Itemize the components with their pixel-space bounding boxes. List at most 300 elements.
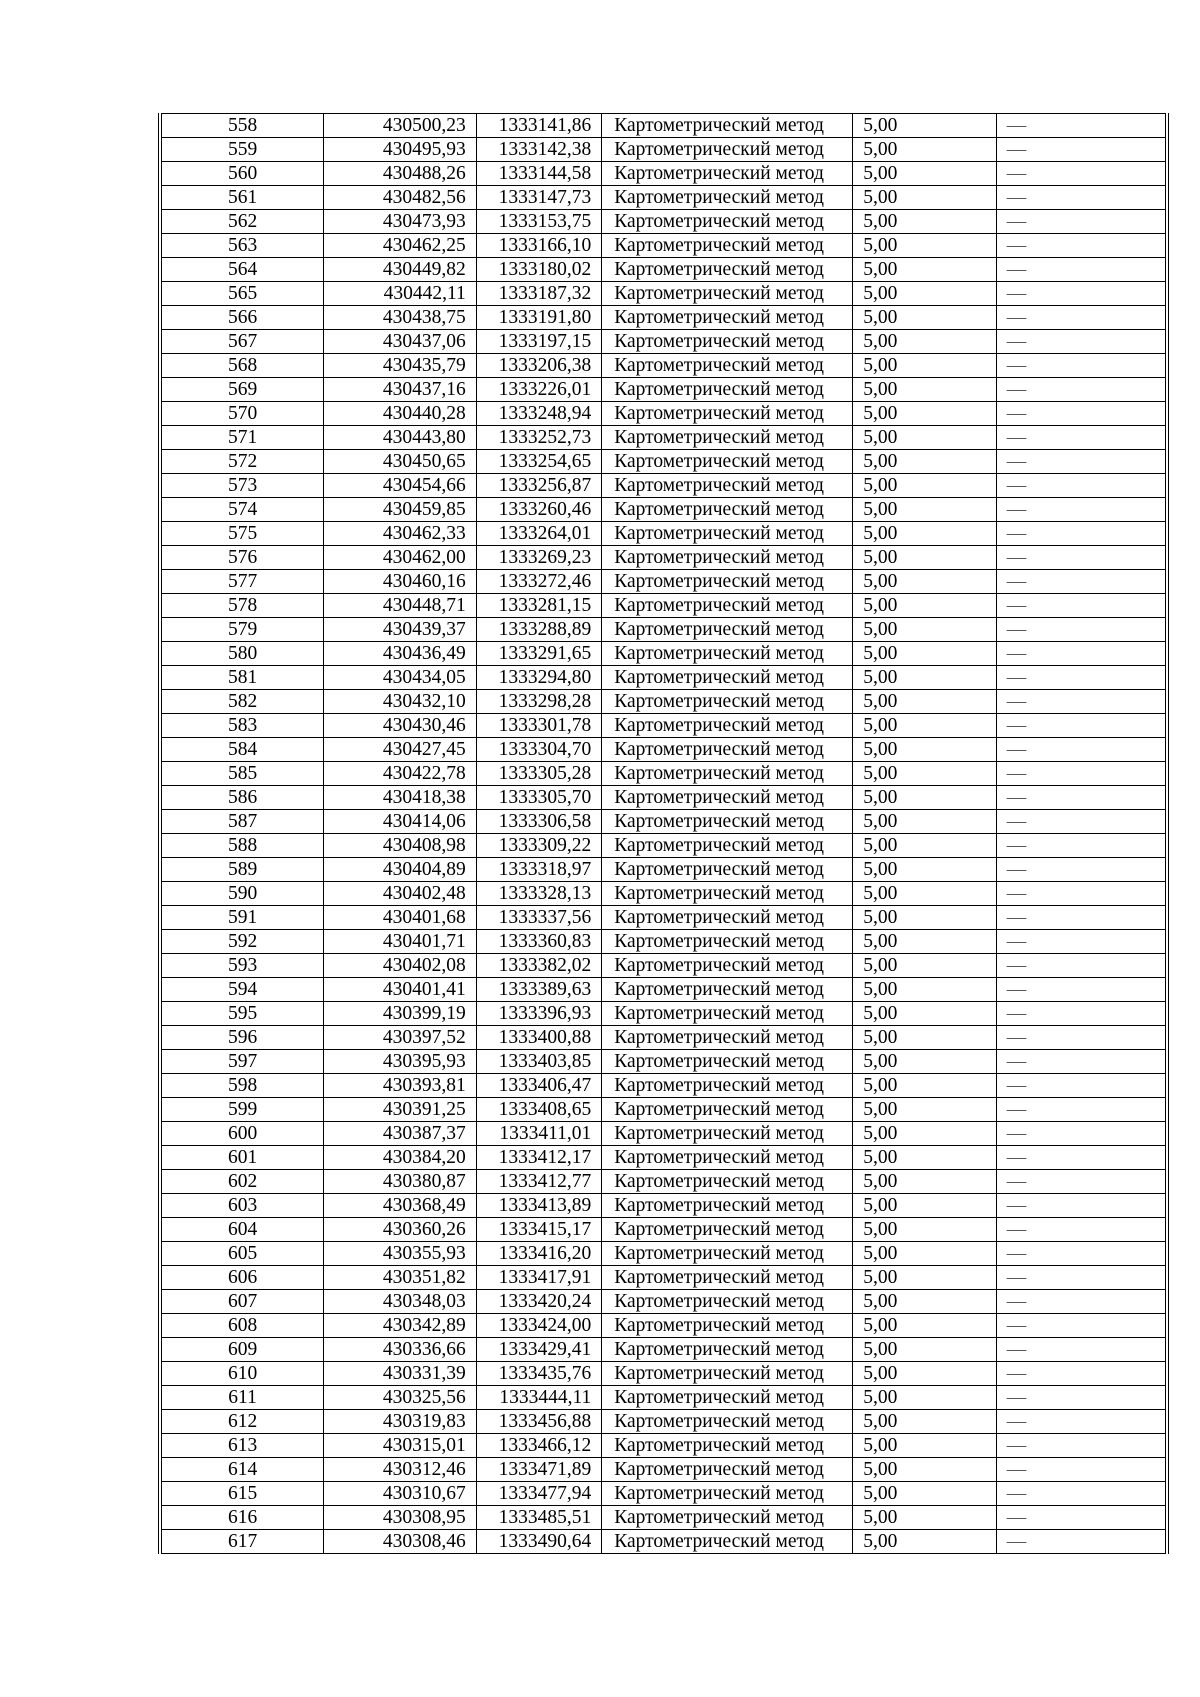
method-cell: Картометрический метод [602,810,853,834]
x-coordinate-cell: 430462,25 [324,234,477,258]
method-cell: Картометрический метод [602,186,853,210]
accuracy-cell: 5,00 [853,378,997,402]
method-cell: Картометрический метод [602,1218,853,1242]
y-coordinate-cell: 1333403,85 [476,1050,601,1074]
table-row [160,978,1167,1002]
point-number-cell: 615 [160,1482,324,1506]
table-row [160,954,1167,978]
accuracy-cell: 5,00 [853,1290,997,1314]
note-cell: — [996,402,1167,426]
method-cell: Картометрический метод [602,1266,853,1290]
point-number-cell: 606 [160,1266,324,1290]
method-cell: Картометрический метод [602,882,853,906]
y-coordinate-cell: 1333304,70 [476,738,601,762]
x-coordinate-cell: 430440,28 [324,402,477,426]
accuracy-cell: 5,00 [853,210,997,234]
table-row [160,402,1167,426]
method-cell: Картометрический метод [602,498,853,522]
note-cell: — [996,1122,1167,1146]
y-coordinate-cell: 1333490,64 [476,1530,601,1554]
y-coordinate-cell: 1333291,65 [476,642,601,666]
note-cell: — [996,714,1167,738]
note-cell: — [996,354,1167,378]
y-coordinate-cell: 1333456,88 [476,1410,601,1434]
table-row [160,138,1167,162]
y-coordinate-cell: 1333429,41 [476,1338,601,1362]
method-cell: Картометрический метод [602,426,853,450]
table-row [160,1314,1167,1338]
point-number-cell: 612 [160,1410,324,1434]
y-coordinate-cell: 1333444,11 [476,1386,601,1410]
method-cell: Картометрический метод [602,1482,853,1506]
note-cell: — [996,1002,1167,1026]
point-number-cell: 589 [160,858,324,882]
x-coordinate-cell: 430473,93 [324,210,477,234]
accuracy-cell: 5,00 [853,858,997,882]
point-number-cell: 583 [160,714,324,738]
table-row [160,1386,1167,1410]
point-number-cell: 609 [160,1338,324,1362]
table-row [160,1218,1167,1242]
method-cell: Картометрический метод [602,1146,853,1170]
y-coordinate-cell: 1333408,65 [476,1098,601,1122]
method-cell: Картометрический метод [602,234,853,258]
method-cell: Картометрический метод [602,1530,853,1554]
method-cell: Картометрический метод [602,210,853,234]
y-coordinate-cell: 1333485,51 [476,1506,601,1530]
table-row [160,858,1167,882]
note-cell: — [996,1362,1167,1386]
table-row [160,306,1167,330]
y-coordinate-cell: 1333415,17 [476,1218,601,1242]
note-cell: — [996,978,1167,1002]
y-coordinate-cell: 1333309,22 [476,834,601,858]
accuracy-cell: 5,00 [853,1386,997,1410]
method-cell: Картометрический метод [602,354,853,378]
method-cell: Картометрический метод [602,1170,853,1194]
table-row [160,1050,1167,1074]
accuracy-cell: 5,00 [853,1242,997,1266]
x-coordinate-cell: 430342,89 [324,1314,477,1338]
y-coordinate-cell: 1333272,46 [476,570,601,594]
note-cell: — [996,1146,1167,1170]
point-number-cell: 607 [160,1290,324,1314]
note-cell: — [996,1290,1167,1314]
note-cell: — [996,1098,1167,1122]
point-number-cell: 572 [160,450,324,474]
note-cell: — [996,690,1167,714]
y-coordinate-cell: 1333417,91 [476,1266,601,1290]
point-number-cell: 597 [160,1050,324,1074]
note-cell: — [996,930,1167,954]
accuracy-cell: 5,00 [853,1410,997,1434]
method-cell: Картометрический метод [602,1434,853,1458]
y-coordinate-cell: 1333301,78 [476,714,601,738]
table-row [160,1266,1167,1290]
y-coordinate-cell: 1333411,01 [476,1122,601,1146]
y-coordinate-cell: 1333471,89 [476,1458,601,1482]
note-cell: — [996,546,1167,570]
point-number-cell: 569 [160,378,324,402]
table-row [160,930,1167,954]
method-cell: Картометрический метод [602,618,853,642]
accuracy-cell: 5,00 [853,570,997,594]
x-coordinate-cell: 430336,66 [324,1338,477,1362]
x-coordinate-cell: 430438,75 [324,306,477,330]
table-row [160,762,1167,786]
y-coordinate-cell: 1333269,23 [476,546,601,570]
note-cell: — [996,282,1167,306]
point-number-cell: 568 [160,354,324,378]
table-row [160,666,1167,690]
table-row [160,906,1167,930]
note-cell: — [996,1434,1167,1458]
y-coordinate-cell: 1333197,15 [476,330,601,354]
method-cell: Картометрический метод [602,1026,853,1050]
table-row [160,570,1167,594]
method-cell: Картометрический метод [602,570,853,594]
method-cell: Картометрический метод [602,834,853,858]
x-coordinate-cell: 430315,01 [324,1434,477,1458]
note-cell: — [996,762,1167,786]
accuracy-cell: 5,00 [853,282,997,306]
y-coordinate-cell: 1333144,58 [476,162,601,186]
y-coordinate-cell: 1333281,15 [476,594,601,618]
point-number-cell: 588 [160,834,324,858]
x-coordinate-cell: 430442,11 [324,282,477,306]
x-coordinate-cell: 430391,25 [324,1098,477,1122]
accuracy-cell: 5,00 [853,1170,997,1194]
note-cell: — [996,1242,1167,1266]
y-coordinate-cell: 1333142,38 [476,138,601,162]
point-number-cell: 566 [160,306,324,330]
accuracy-cell: 5,00 [853,186,997,210]
x-coordinate-cell: 430308,95 [324,1506,477,1530]
point-number-cell: 596 [160,1026,324,1050]
accuracy-cell: 5,00 [853,1050,997,1074]
accuracy-cell: 5,00 [853,690,997,714]
x-coordinate-cell: 430399,19 [324,1002,477,1026]
accuracy-cell: 5,00 [853,1026,997,1050]
table-row [160,1002,1167,1026]
method-cell: Картометрический метод [602,1338,853,1362]
method-cell: Картометрический метод [602,1242,853,1266]
note-cell: — [996,498,1167,522]
x-coordinate-cell: 430368,49 [324,1194,477,1218]
note-cell: — [996,138,1167,162]
note-cell: — [996,426,1167,450]
method-cell: Картометрический метод [602,1362,853,1386]
note-cell: — [996,1026,1167,1050]
accuracy-cell: 5,00 [853,234,997,258]
table-row [160,114,1167,138]
y-coordinate-cell: 1333337,56 [476,906,601,930]
point-number-cell: 595 [160,1002,324,1026]
point-number-cell: 582 [160,690,324,714]
method-cell: Картометрический метод [602,642,853,666]
y-coordinate-cell: 1333298,28 [476,690,601,714]
method-cell: Картометрический метод [602,1122,853,1146]
note-cell: — [996,594,1167,618]
table-row [160,450,1167,474]
y-coordinate-cell: 1333226,01 [476,378,601,402]
accuracy-cell: 5,00 [853,450,997,474]
method-cell: Картометрический метод [602,978,853,1002]
point-number-cell: 577 [160,570,324,594]
point-number-cell: 601 [160,1146,324,1170]
accuracy-cell: 5,00 [853,138,997,162]
note-cell: — [996,1482,1167,1506]
method-cell: Картометрический метод [602,1314,853,1338]
x-coordinate-cell: 430454,66 [324,474,477,498]
note-cell: — [996,450,1167,474]
table-row [160,210,1167,234]
y-coordinate-cell: 1333306,58 [476,810,601,834]
method-cell: Картометрический метод [602,1074,853,1098]
note-cell: — [996,1386,1167,1410]
y-coordinate-cell: 1333294,80 [476,666,601,690]
y-coordinate-cell: 1333305,70 [476,786,601,810]
x-coordinate-cell: 430325,56 [324,1386,477,1410]
point-number-cell: 594 [160,978,324,1002]
x-coordinate-cell: 430434,05 [324,666,477,690]
note-cell: — [996,210,1167,234]
point-number-cell: 585 [160,762,324,786]
note-cell: — [996,114,1167,138]
note-cell: — [996,954,1167,978]
table-row [160,1530,1167,1554]
point-number-cell: 570 [160,402,324,426]
y-coordinate-cell: 1333187,32 [476,282,601,306]
x-coordinate-cell: 430401,71 [324,930,477,954]
x-coordinate-cell: 430482,56 [324,186,477,210]
method-cell: Картометрический метод [602,282,853,306]
x-coordinate-cell: 430448,71 [324,594,477,618]
y-coordinate-cell: 1333328,13 [476,882,601,906]
x-coordinate-cell: 430387,37 [324,1122,477,1146]
accuracy-cell: 5,00 [853,1314,997,1338]
accuracy-cell: 5,00 [853,1266,997,1290]
x-coordinate-cell: 430351,82 [324,1266,477,1290]
point-number-cell: 611 [160,1386,324,1410]
accuracy-cell: 5,00 [853,930,997,954]
table-row [160,186,1167,210]
accuracy-cell: 5,00 [853,354,997,378]
accuracy-cell: 5,00 [853,714,997,738]
accuracy-cell: 5,00 [853,906,997,930]
table-row [160,330,1167,354]
accuracy-cell: 5,00 [853,1218,997,1242]
accuracy-cell: 5,00 [853,546,997,570]
x-coordinate-cell: 430443,80 [324,426,477,450]
method-cell: Картометрический метод [602,1194,853,1218]
x-coordinate-cell: 430393,81 [324,1074,477,1098]
method-cell: Картометрический метод [602,714,853,738]
note-cell: — [996,234,1167,258]
table-row [160,1170,1167,1194]
point-number-cell: 562 [160,210,324,234]
point-number-cell: 573 [160,474,324,498]
table-row [160,234,1167,258]
x-coordinate-cell: 430408,98 [324,834,477,858]
y-coordinate-cell: 1333260,46 [476,498,601,522]
y-coordinate-cell: 1333435,76 [476,1362,601,1386]
x-coordinate-cell: 430459,85 [324,498,477,522]
accuracy-cell: 5,00 [853,426,997,450]
y-coordinate-cell: 1333412,77 [476,1170,601,1194]
accuracy-cell: 5,00 [853,738,997,762]
note-cell: — [996,474,1167,498]
accuracy-cell: 5,00 [853,1002,997,1026]
point-number-cell: 578 [160,594,324,618]
method-cell: Картометрический метод [602,1458,853,1482]
x-coordinate-cell: 430384,20 [324,1146,477,1170]
y-coordinate-cell: 1333254,65 [476,450,601,474]
y-coordinate-cell: 1333191,80 [476,306,601,330]
accuracy-cell: 5,00 [853,1530,997,1554]
note-cell: — [996,1506,1167,1530]
table-row [160,1482,1167,1506]
point-number-cell: 575 [160,522,324,546]
table-row [160,1098,1167,1122]
table-row [160,1290,1167,1314]
x-coordinate-cell: 430435,79 [324,354,477,378]
method-cell: Картометрический метод [602,258,853,282]
point-number-cell: 584 [160,738,324,762]
point-number-cell: 608 [160,1314,324,1338]
y-coordinate-cell: 1333248,94 [476,402,601,426]
x-coordinate-cell: 430348,03 [324,1290,477,1314]
x-coordinate-cell: 430395,93 [324,1050,477,1074]
accuracy-cell: 5,00 [853,882,997,906]
method-cell: Картометрический метод [602,450,853,474]
point-number-cell: 571 [160,426,324,450]
accuracy-cell: 5,00 [853,762,997,786]
y-coordinate-cell: 1333406,47 [476,1074,601,1098]
point-number-cell: 581 [160,666,324,690]
point-number-cell: 598 [160,1074,324,1098]
table-row [160,786,1167,810]
point-number-cell: 591 [160,906,324,930]
point-number-cell: 560 [160,162,324,186]
method-cell: Картометрический метод [602,858,853,882]
accuracy-cell: 5,00 [853,258,997,282]
y-coordinate-cell: 1333180,02 [476,258,601,282]
point-number-cell: 564 [160,258,324,282]
x-coordinate-cell: 430500,23 [324,114,477,138]
method-cell: Картометрический метод [602,786,853,810]
point-number-cell: 563 [160,234,324,258]
note-cell: — [996,786,1167,810]
accuracy-cell: 5,00 [853,1458,997,1482]
x-coordinate-cell: 430312,46 [324,1458,477,1482]
accuracy-cell: 5,00 [853,642,997,666]
method-cell: Картометрический метод [602,1410,853,1434]
accuracy-cell: 5,00 [853,1482,997,1506]
y-coordinate-cell: 1333424,00 [476,1314,601,1338]
accuracy-cell: 5,00 [853,834,997,858]
method-cell: Картометрический метод [602,162,853,186]
table-row [160,1074,1167,1098]
method-cell: Картометрический метод [602,138,853,162]
table-row [160,738,1167,762]
x-coordinate-cell: 430414,06 [324,810,477,834]
note-cell: — [996,1170,1167,1194]
table-row [160,1194,1167,1218]
x-coordinate-cell: 430360,26 [324,1218,477,1242]
note-cell: — [996,882,1167,906]
method-cell: Картометрический метод [602,594,853,618]
x-coordinate-cell: 430418,38 [324,786,477,810]
accuracy-cell: 5,00 [853,1146,997,1170]
method-cell: Картометрический метод [602,1386,853,1410]
method-cell: Картометрический метод [602,666,853,690]
note-cell: — [996,810,1167,834]
point-number-cell: 616 [160,1506,324,1530]
accuracy-cell: 5,00 [853,594,997,618]
table-row [160,474,1167,498]
table-row [160,642,1167,666]
x-coordinate-cell: 430462,00 [324,546,477,570]
method-cell: Картометрический метод [602,1290,853,1314]
method-cell: Картометрический метод [602,522,853,546]
note-cell: — [996,330,1167,354]
method-cell: Картометрический метод [602,1098,853,1122]
x-coordinate-cell: 430462,33 [324,522,477,546]
x-coordinate-cell: 430404,89 [324,858,477,882]
method-cell: Картометрический метод [602,114,853,138]
point-number-cell: 610 [160,1362,324,1386]
table-row [160,834,1167,858]
table-row [160,1026,1167,1050]
accuracy-cell: 5,00 [853,306,997,330]
x-coordinate-cell: 430355,93 [324,1242,477,1266]
x-coordinate-cell: 430422,78 [324,762,477,786]
x-coordinate-cell: 430402,48 [324,882,477,906]
note-cell: — [996,306,1167,330]
method-cell: Картометрический метод [602,306,853,330]
method-cell: Картометрический метод [602,378,853,402]
accuracy-cell: 5,00 [853,1362,997,1386]
accuracy-cell: 5,00 [853,1338,997,1362]
accuracy-cell: 5,00 [853,1434,997,1458]
table-row [160,1338,1167,1362]
y-coordinate-cell: 1333389,63 [476,978,601,1002]
accuracy-cell: 5,00 [853,162,997,186]
y-coordinate-cell: 1333141,86 [476,114,601,138]
method-cell: Картометрический метод [602,930,853,954]
point-number-cell: 574 [160,498,324,522]
accuracy-cell: 5,00 [853,1098,997,1122]
table-row [160,1434,1167,1458]
method-cell: Картометрический метод [602,738,853,762]
accuracy-cell: 5,00 [853,1074,997,1098]
table-row [160,162,1167,186]
note-cell: — [996,378,1167,402]
table-row [160,1146,1167,1170]
accuracy-cell: 5,00 [853,1194,997,1218]
y-coordinate-cell: 1333396,93 [476,1002,601,1026]
point-number-cell: 613 [160,1434,324,1458]
note-cell: — [996,522,1167,546]
note-cell: — [996,1050,1167,1074]
table-row [160,378,1167,402]
point-number-cell: 590 [160,882,324,906]
y-coordinate-cell: 1333206,38 [476,354,601,378]
accuracy-cell: 5,00 [853,330,997,354]
point-number-cell: 579 [160,618,324,642]
note-cell: — [996,186,1167,210]
